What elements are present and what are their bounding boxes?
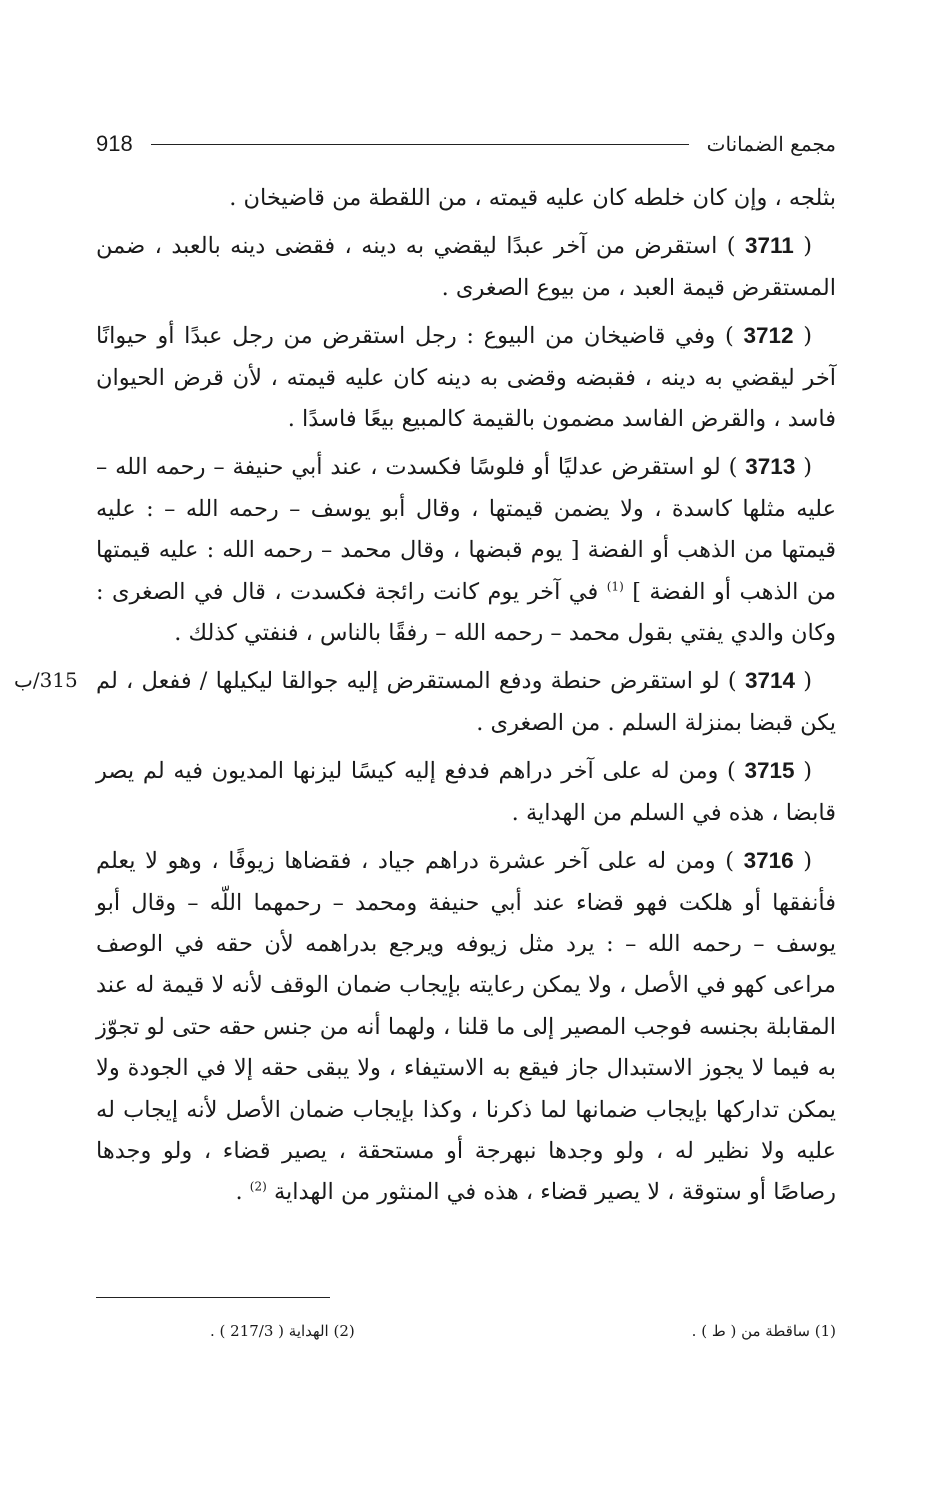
paragraph-text-continued: في آخر يوم كانت رائجة فكسدت ، قال في الصغرى : وكان والدي يفتي بقول محمد – رحمه الله – رفقًا بالناس ، فنفتي كذلك . bbox=[96, 578, 836, 647]
paragraph bbox=[96, 178, 836, 219]
paragraph-text: ) ومن له على آخر دراهم فدفع إليه كيسًا ليزنها المديون فيه لم يصر قابضا ، هذه في السلم من الهداية . bbox=[96, 758, 836, 826]
paragraph-number: 3713 bbox=[745, 454, 796, 480]
running-header bbox=[96, 120, 836, 168]
body-text bbox=[14, 178, 836, 1214]
paragraph-number: 3715 bbox=[744, 758, 795, 784]
footnote-2: (2) الهداية ( 217/3 ) . bbox=[210, 1322, 355, 1340]
paragraph-text: ) لو استقرض حنطة ودفع المستقرض إليه جوالقا ليكيلها / ففعل ، لم يكن قبضا بمنزلة السلم . من الصغرى . bbox=[96, 668, 836, 736]
footnote-1: (1) ساقطة من ( ط ) . bbox=[691, 1322, 836, 1340]
paragraph-text: بثلجه ، وإن كان خلطه كان عليه قيمته ، من اللقطة من قاضيخان . bbox=[229, 185, 836, 211]
paragraph-text: ) وفي قاضيخان من البيوع : رجل استقرض من رجل عبدًا أو حيوانًا آخر ليقضي به دينه ، فقبضه وقضى به دينه كان عليه قيمته ، لأن قرض الحيوان فاسد ، والقرض الفاسد مضمون بالقيمة كالمبيع بيعًا فاسدًا . bbox=[96, 323, 836, 433]
paragraph-text: ) استقرض من آخر عبدًا ليقضي به دينه ، فقضى دينه بالعبد ، ضمن المستقرض قيمة العبد ، من بيوع الصغرى . bbox=[96, 233, 836, 301]
paragraph-text: ) ومن له على آخر عشرة دراهم جياد ، فقضاها زيوفًا ، وهو لا يعلم فأنفقها أو هلكت فهو قضاء عند أبي حنيفة ومحمد – رحمهما اللّه – وقال أبو يوسف – رحمه الله – : يرد مثل زيوفه ويرجع بدراهمه لأن حقه في الوصف مراعى كهو في الأصل ، ولا يمكن رعايته بإيجاب ضمان الوقف لأنه لا قيمة له عند المقابلة بجنسه فوجب المصير إلى ما قلنا ، ولهما أنه من جنس حقه حتى لو تجوّز به فيما لا يجوز الاستبدال جاز فيقع به الاستيفاء ، ولا يبقى حقه إلا في الجودة ولا يمكن تداركها بإيجاب ضمانها لما ذكرنا ، وكذا بإيجاب ضمان الأصل لأنه إيجاب له عليه ولا نظير له ، ولو وجدها نبهرجة أو مستحقة ، يصير قضاء ، ولو وجدها رصاصًا أو ستوقة ، لا يصير قضاء ، هذه في المنثور من الهداية bbox=[96, 848, 836, 1206]
paragraph-open-paren: ( bbox=[795, 454, 812, 481]
paragraph-number: 3712 bbox=[743, 323, 794, 349]
book-title: مجمع الضمانات bbox=[706, 132, 836, 156]
paragraph-open-paren: ( bbox=[795, 668, 813, 695]
paragraph bbox=[14, 660, 836, 744]
paragraph-open-paren: ( bbox=[793, 233, 813, 260]
paragraph bbox=[96, 225, 836, 309]
footnote-rule bbox=[96, 1297, 330, 1298]
page-number: 918 bbox=[96, 131, 133, 156]
paragraph bbox=[96, 315, 836, 440]
paragraph-text: ) لو استقرض عدليًا أو فلوسًا فكسدت ، عند أبي حنيفة – رحمه الله – عليه مثلها كاسدة ، ولا يضمن قيمتها ، وقال أبو يوسف – رحمه الله – : عليه قيمتها من الذهب أو الفضة [ يوم قبضها ، وقال محمد – رحمه الله : عليه قيمتها من الذهب أو الفضة ] bbox=[96, 454, 836, 605]
header-rule bbox=[151, 144, 689, 145]
paragraph-text-continued: . bbox=[235, 1179, 250, 1206]
paragraph-number: 3716 bbox=[743, 848, 794, 874]
paragraph bbox=[96, 446, 836, 654]
paragraph-open-paren: ( bbox=[793, 848, 813, 875]
footnote-ref: (1) bbox=[606, 579, 624, 594]
paragraph-open-paren: ( bbox=[794, 758, 812, 785]
paragraph-open-paren: ( bbox=[793, 323, 812, 350]
footnote-ref: (2) bbox=[249, 1179, 267, 1194]
page bbox=[14, 120, 836, 1220]
manuscript-folio-note: 315/ب bbox=[14, 668, 78, 693]
paragraph bbox=[96, 750, 836, 834]
paragraph-number: 3711 bbox=[745, 233, 794, 259]
footnotes bbox=[210, 1322, 836, 1340]
paragraph-number: 3714 bbox=[744, 668, 795, 694]
paragraph bbox=[96, 840, 836, 1214]
